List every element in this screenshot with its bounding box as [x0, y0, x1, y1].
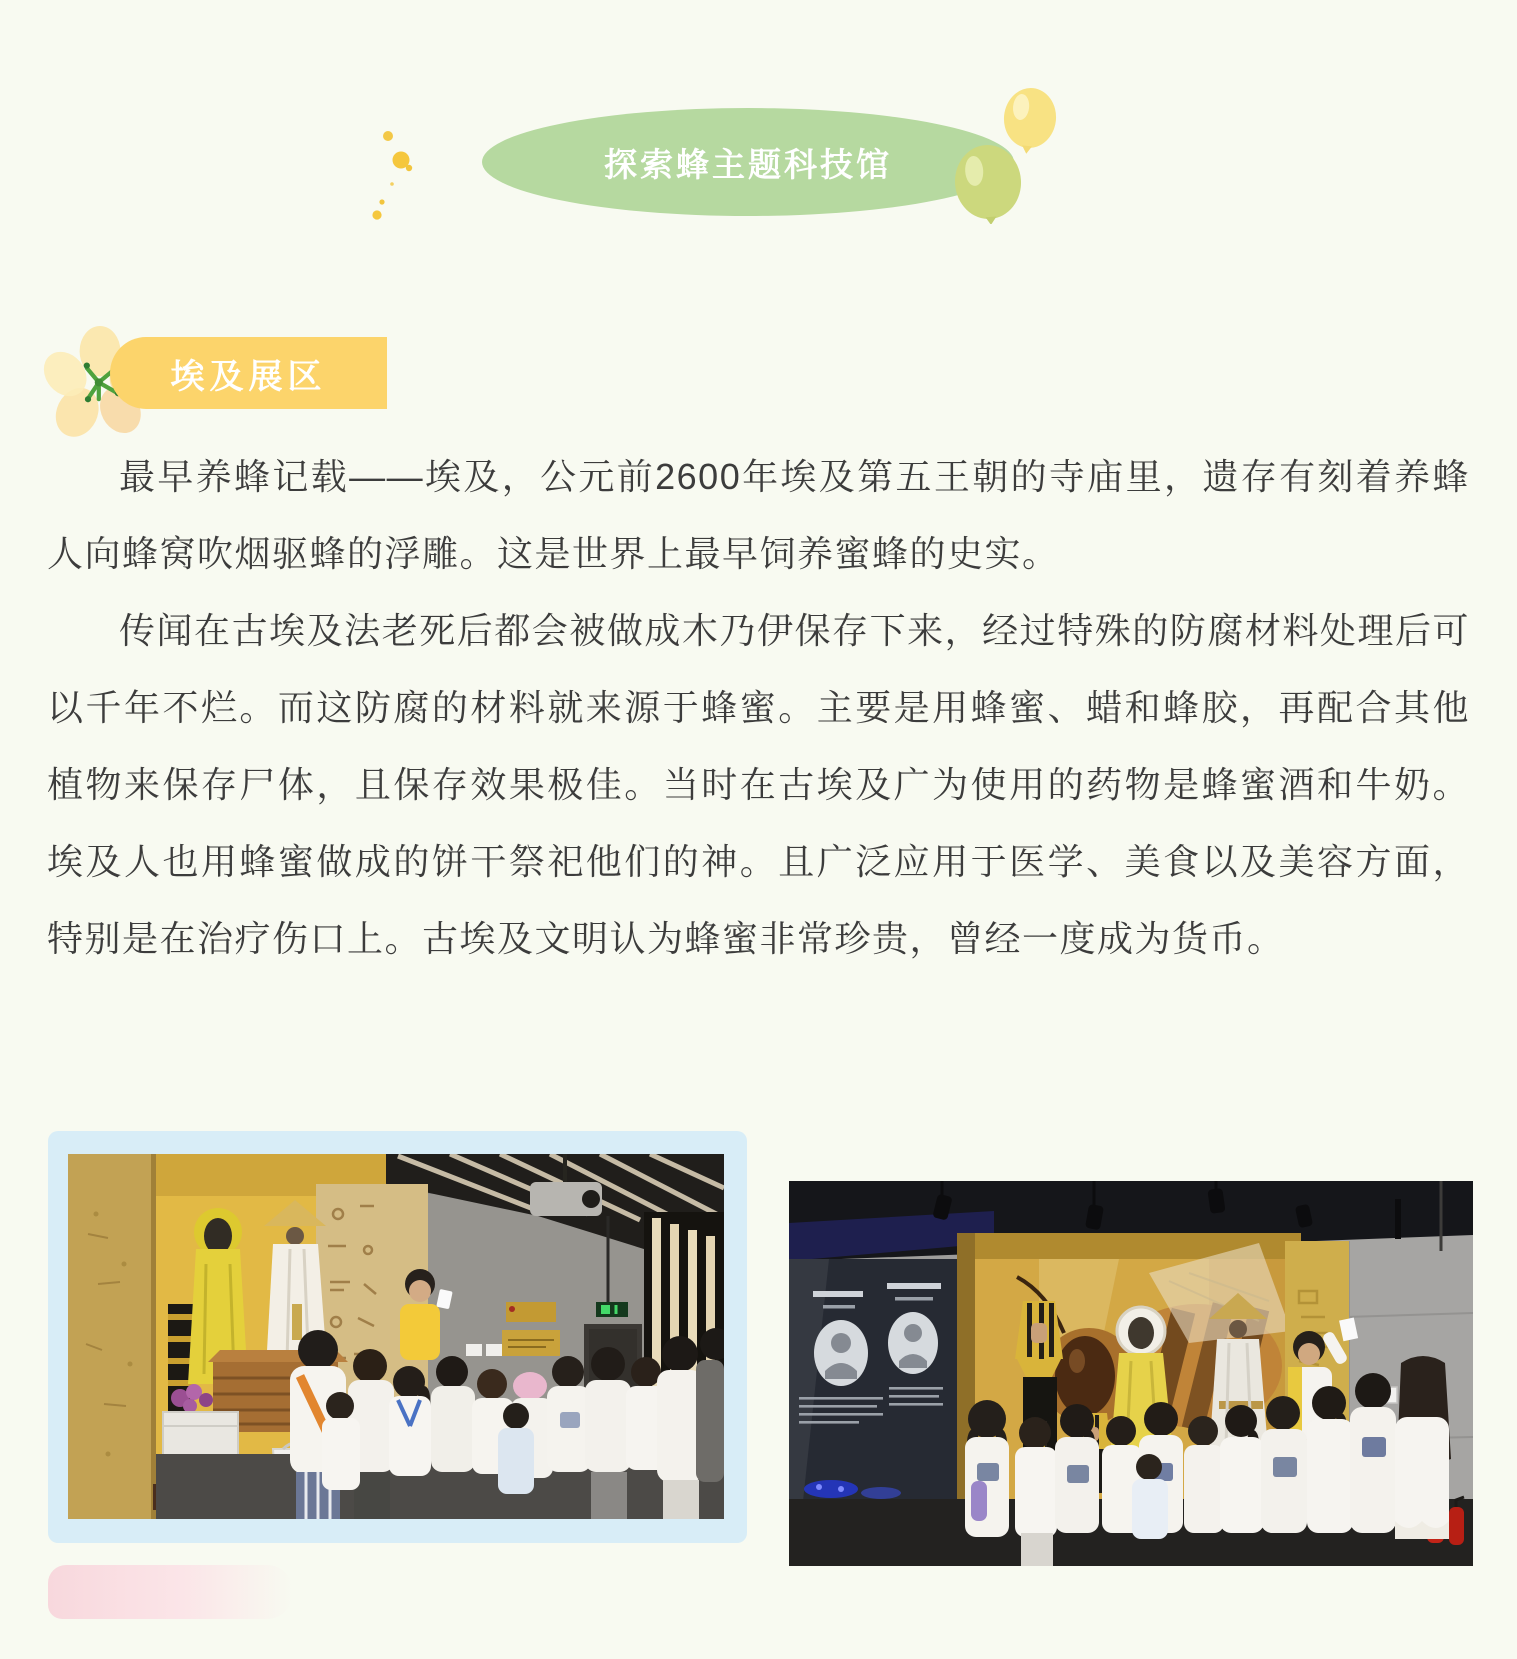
green-balloon — [952, 143, 1023, 224]
museum-photo-bee-mural[interactable] — [789, 1181, 1473, 1566]
page-title: 探索蜂主题科技馆 — [604, 145, 892, 183]
paragraph-1: 最早养蜂记载——埃及，公元前2600年埃及第五王朝的寺庙里，遗存有刻着养蜂人向蜂窝吹烟驱蜂的浮雕。这是世界上最早饲养蜜蜂的史实。 — [47, 456, 1470, 574]
page-title-banner — [482, 108, 1014, 216]
article-body — [47, 438, 1470, 977]
pink-brush-decoration — [48, 1565, 293, 1619]
balloons-decoration — [938, 78, 1070, 224]
section-badge-label: 埃及展区 — [170, 357, 327, 396]
museum-photo-egypt-exhibit[interactable] — [68, 1154, 724, 1519]
photo-frame-left — [48, 1131, 747, 1543]
yellow-balloon — [1000, 85, 1059, 156]
section-badge — [110, 337, 387, 409]
paint-splatter-decoration — [368, 122, 432, 226]
paragraph-2: 传闻在古埃及法老死后都会被做成木乃伊保存下来，经过特殊的防腐材料处理后可以千年不烂。而这防腐的材料就来源于蜂蜜。主要是用蜂蜜、蜡和蜂胶，再配合其他植物来保存尸体，且保存效果极佳。当时在古埃及广为使用的药物是蜂蜜酒和牛奶。埃及人也用蜂蜜做成的饼干祭祀他们的神。且广泛应用于医学、美食以及美容方面，特别是在治疗伤口上。古埃及文明认为蜂蜜非常珍贵，曾经一度成为货币。 — [47, 610, 1470, 959]
photo-right-wrap — [789, 1181, 1473, 1566]
